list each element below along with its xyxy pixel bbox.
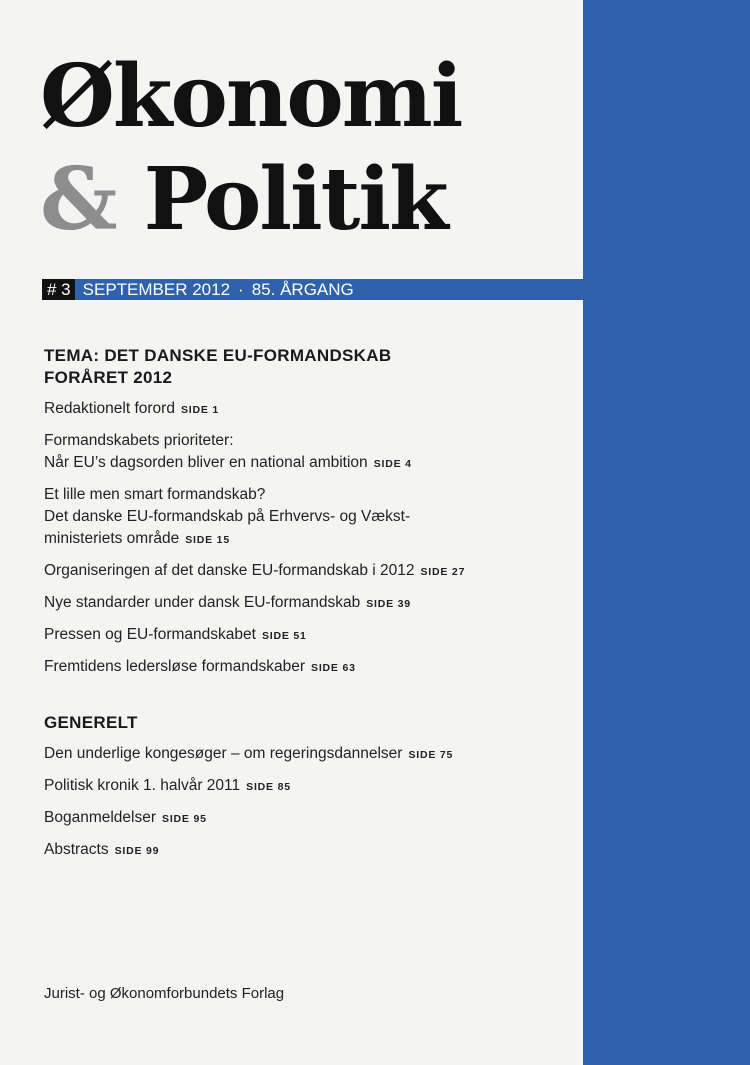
toc-page-ref: SIDE 1 (180, 404, 220, 416)
toc-entry (44, 656, 574, 679)
tema-section (44, 345, 574, 688)
toc-entry (44, 839, 574, 862)
issue-bar (42, 279, 750, 300)
toc-entry-title: Det danske EU-formandskab på Erhvervs- og Vækst- (44, 508, 411, 525)
generelt-heading: GENERELT (44, 713, 138, 732)
toc-page-ref: SIDE 15 (185, 534, 230, 546)
toc-entry-title: Når EU’s dagsorden bliver en national ambition (44, 454, 368, 471)
toc-entry-title: Pressen og EU-formandskabet (44, 626, 256, 643)
issue-number: # 3 (42, 279, 75, 300)
toc-entry (44, 398, 574, 421)
toc-entry-title: Et lille men smart formandskab? (44, 486, 266, 503)
publisher-name: Jurist- og Økonomforbundets Forlag (44, 985, 285, 1002)
toc-entry (44, 807, 574, 830)
masthead-title-line2 (40, 149, 447, 250)
toc-entry-title: ministeriets område (44, 530, 180, 547)
masthead-politik: Politik (143, 149, 447, 250)
toc-page-ref: SIDE 39 (366, 598, 411, 610)
toc-page-ref: SIDE 51 (261, 630, 307, 642)
issue-separator: · (238, 280, 244, 299)
toc-entry-title: Abstracts (44, 841, 109, 858)
toc-entry-title: Politisk kronik 1. halvår 2011 (44, 777, 241, 794)
toc-page-ref: SIDE 75 (408, 749, 454, 761)
toc-entry (44, 624, 574, 647)
toc-page-ref: SIDE 85 (246, 781, 291, 793)
masthead-title-line1: Økonomi (40, 46, 462, 147)
toc-entry-title: Nye standarder under dansk EU-formandskab (44, 594, 361, 611)
toc-entry-title: Boganmeldelser (44, 809, 157, 826)
toc-entry-title: Formandskabets prioriteter: (44, 432, 234, 449)
generelt-section (44, 712, 574, 871)
toc-entry (44, 560, 574, 583)
toc-entry (44, 484, 574, 551)
toc-entry-title: Den underlige kongesøger – om regeringsdannelser (44, 745, 403, 762)
toc-page-ref: SIDE 95 (162, 813, 207, 825)
issue-date: SEPTEMBER 2012 (82, 280, 231, 299)
issue-volume: 85. ÅRGANG (251, 280, 354, 299)
toc-entry (44, 743, 574, 766)
toc-page-ref: SIDE 63 (311, 662, 356, 674)
toc-entry-title: Redaktionelt forord (44, 400, 175, 417)
toc-entry-title: Organiseringen af det danske EU-formandskab i 2012 (44, 562, 415, 579)
masthead-ampersand: & (40, 149, 116, 250)
toc-page-ref: SIDE 27 (420, 566, 466, 578)
tema-heading-line2: FORÅRET 2012 (44, 368, 173, 387)
tema-heading (44, 345, 574, 389)
toc-page-ref: SIDE 99 (114, 845, 160, 857)
toc-entry-title: Fremtidens ledersløse formandskaber (44, 658, 306, 675)
blue-side-strip (583, 0, 750, 1065)
tema-heading-line1: TEMA: DET DANSKE EU-FORMANDSKAB (44, 346, 392, 365)
toc-entry (44, 430, 574, 475)
toc-entry (44, 775, 574, 798)
toc-entry (44, 592, 574, 615)
toc-page-ref: SIDE 4 (373, 458, 412, 470)
